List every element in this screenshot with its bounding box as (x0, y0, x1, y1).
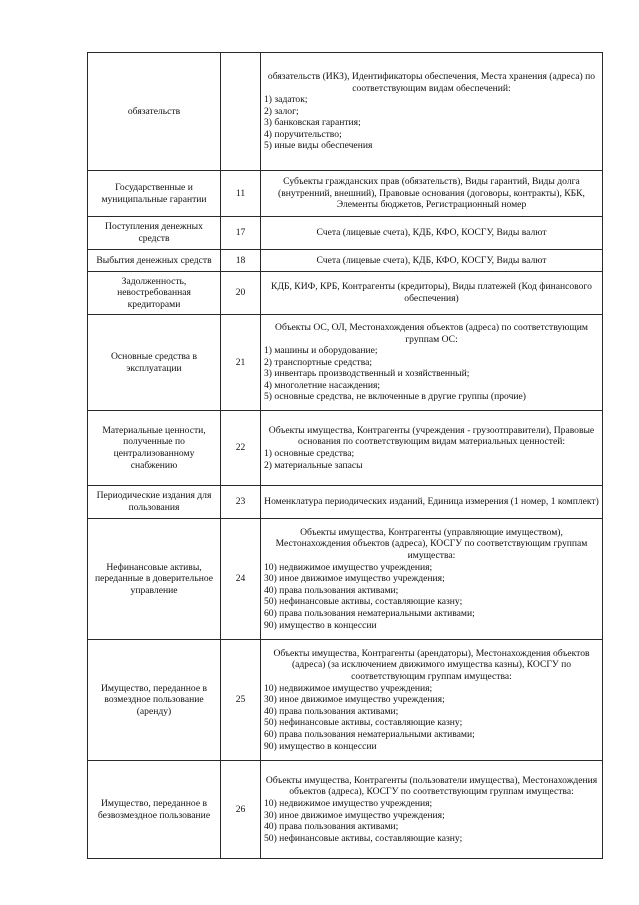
table-row (88, 315, 603, 411)
account-code-cell (221, 53, 261, 171)
account-code-cell: 25 (221, 640, 261, 761)
analytics-list-item: 1) задаток; (264, 94, 308, 106)
account-code-cell: 23 (221, 486, 261, 519)
table-row (88, 519, 603, 640)
analytics-cell (261, 411, 603, 486)
analytics-cell (261, 53, 603, 171)
analytics-list-item: 3) инвентарь производственный и хозяйственный; (264, 368, 470, 380)
analytics-list-item: 2) залог; (264, 105, 299, 117)
table-row (88, 53, 603, 171)
analytics-list-item: 5) иные виды обеспечения (264, 140, 373, 152)
analytics-cell (261, 640, 603, 761)
account-name-cell: обязательств (88, 53, 221, 171)
analytics-intro: обязательств (ИКЗ), Идентификаторы обеспечения, Места хранения (адреса) по соответствующим видам обеспечений: (267, 70, 596, 94)
table-body (88, 53, 603, 859)
account-name-cell: Имущество, переданное в безвозмездное пользование (88, 761, 221, 859)
analytics-intro: Объекты имущества, Контрагенты (пользователи имущества), Местонахождения объектов (адреса), КОСГУ по соответствующим группам имущества: (265, 774, 598, 798)
analytics-list-item: 90) имущество в концессии (264, 619, 377, 631)
table-row (88, 411, 603, 486)
analytics-list-item: 60) права пользования нематериальными активами; (264, 728, 475, 740)
analytics-list-item: 10) недвижимое имущество учреждения; (264, 682, 433, 694)
analytics-list-item: 50) нефинансовые активы, составляющие казну; (264, 596, 463, 608)
analytics-list-item: 40) права пользования активами; (264, 821, 399, 833)
account-code-cell: 20 (221, 272, 261, 315)
table-row (88, 486, 603, 519)
account-name-cell: Основные средства в эксплуатации (88, 315, 221, 411)
analytics-intro: КДБ, КИФ, КРБ, Контрагенты (кредиторы), Виды платежей (Код финансового обеспечения) (271, 281, 592, 304)
account-code-cell: 18 (221, 250, 261, 272)
analytics-list-item: 30) иное движимое имущество учреждения; (264, 694, 445, 706)
table-row (88, 272, 603, 315)
analytics-list-item: 40) права пользования активами; (264, 584, 399, 596)
table-row (88, 171, 603, 217)
analytics-list-item: 60) права пользования нематериальными активами; (264, 607, 475, 619)
analytics-intro: Номенклатура периодических изданий, Единица измерения (1 номер, 1 комплект) (264, 496, 599, 508)
analytics-list-item: 1) основные средства; (264, 448, 355, 459)
analytics-cell (261, 171, 603, 217)
analytics-list-item: 2) материальные запасы (264, 459, 363, 471)
analytics-list-item: 30) иное движимое имущество учреждения; (264, 809, 445, 821)
account-code-cell: 21 (221, 315, 261, 411)
analytics-intro: Объекты имущества, Контрагенты (учреждения - грузоотправители), Правовые основания по соответствующим видам материальных ценностей: (268, 424, 595, 448)
account-name-cell: Нефинансовые активы, переданные в доверительное управление (88, 519, 221, 640)
account-name-cell: Материальные ценности, полученные по централизованному снабжению (88, 411, 221, 486)
account-name-cell: Поступления денежных средств (88, 217, 221, 250)
account-code-cell: 22 (221, 411, 261, 486)
account-name-cell: Задолженность, невостребованная кредиторами (88, 272, 221, 315)
analytics-list-item: 1) машины и оборудование; (264, 345, 378, 357)
account-name-cell: Периодические издания для пользования (88, 486, 221, 519)
analytics-intro: Счета (лицевые счета), КДБ, КФО, КОСГУ, Виды валют (316, 227, 547, 239)
analytics-list-item: 4) многолетние насаждения; (264, 379, 381, 391)
analytics-cell (261, 761, 603, 859)
analytics-list-item: 40) права пользования активами; (264, 705, 399, 717)
analytics-intro: Объекты ОС, ОЛ, Местонахождения объектов (адреса) по соответствующим группам ОС: (275, 321, 588, 345)
analytics-list-item: 5) основные средства, не включенные в другие группы (прочие) (264, 391, 526, 403)
table-row (88, 250, 603, 272)
table-row (88, 640, 603, 761)
analytics-list-item: 10) недвижимое имущество учреждения; (264, 797, 433, 809)
analytics-cell (261, 250, 603, 272)
analytics-list-item: 90) имущество в концессии (264, 740, 377, 752)
analytics-intro: Субъекты гражданских прав (обязательств), Виды гарантий, Виды долга (внутренний, внешний), Правовые основания (договоры, контракты), КБК, Элементы бюджетов, Регистрационный номер (278, 176, 585, 211)
table-row (88, 217, 603, 250)
table-row (88, 761, 603, 859)
analytics-cell (261, 272, 603, 315)
accounts-table (87, 52, 603, 859)
account-code-cell: 17 (221, 217, 261, 250)
analytics-cell (261, 217, 603, 250)
analytics-cell (261, 315, 603, 411)
analytics-cell (261, 486, 603, 519)
analytics-intro: Объекты имущества, Контрагенты (арендаторы), Местонахождения объектов (адреса) (за исключением движимого имущества казны), КОСГУ по соответствующим группам имущества: (273, 647, 590, 683)
account-code-cell: 24 (221, 519, 261, 640)
analytics-list-item: 3) банковская гарантия; (264, 117, 361, 129)
analytics-list-item: 2) транспортные средства; (264, 356, 373, 368)
analytics-list-item: 4) поручительство; (264, 128, 342, 140)
account-code-cell: 26 (221, 761, 261, 859)
analytics-list-item: 50) нефинансовые активы, составляющие казну; (264, 717, 463, 729)
analytics-intro: Объекты имущества, Контрагенты (управляющие имуществом), Местонахождения объектов (адреса), КОСГУ по соответствующим группам имущества: (275, 526, 588, 562)
account-name-cell: Выбытия денежных средств (88, 250, 221, 272)
analytics-list-item: 10) недвижимое имущество учреждения; (264, 561, 433, 573)
account-code-cell: 11 (221, 171, 261, 217)
analytics-list-item: 30) иное движимое имущество учреждения; (264, 573, 445, 585)
analytics-list-item: 50) нефинансовые активы, составляющие казну; (264, 832, 463, 844)
analytics-intro: Счета (лицевые счета), КДБ, КФО, КОСГУ, Виды валют (316, 254, 547, 266)
account-name-cell: Имущество, переданное в возмездное пользование (аренду) (88, 640, 221, 761)
analytics-cell (261, 519, 603, 640)
account-name-cell: Государственные и муниципальные гарантии (88, 171, 221, 217)
